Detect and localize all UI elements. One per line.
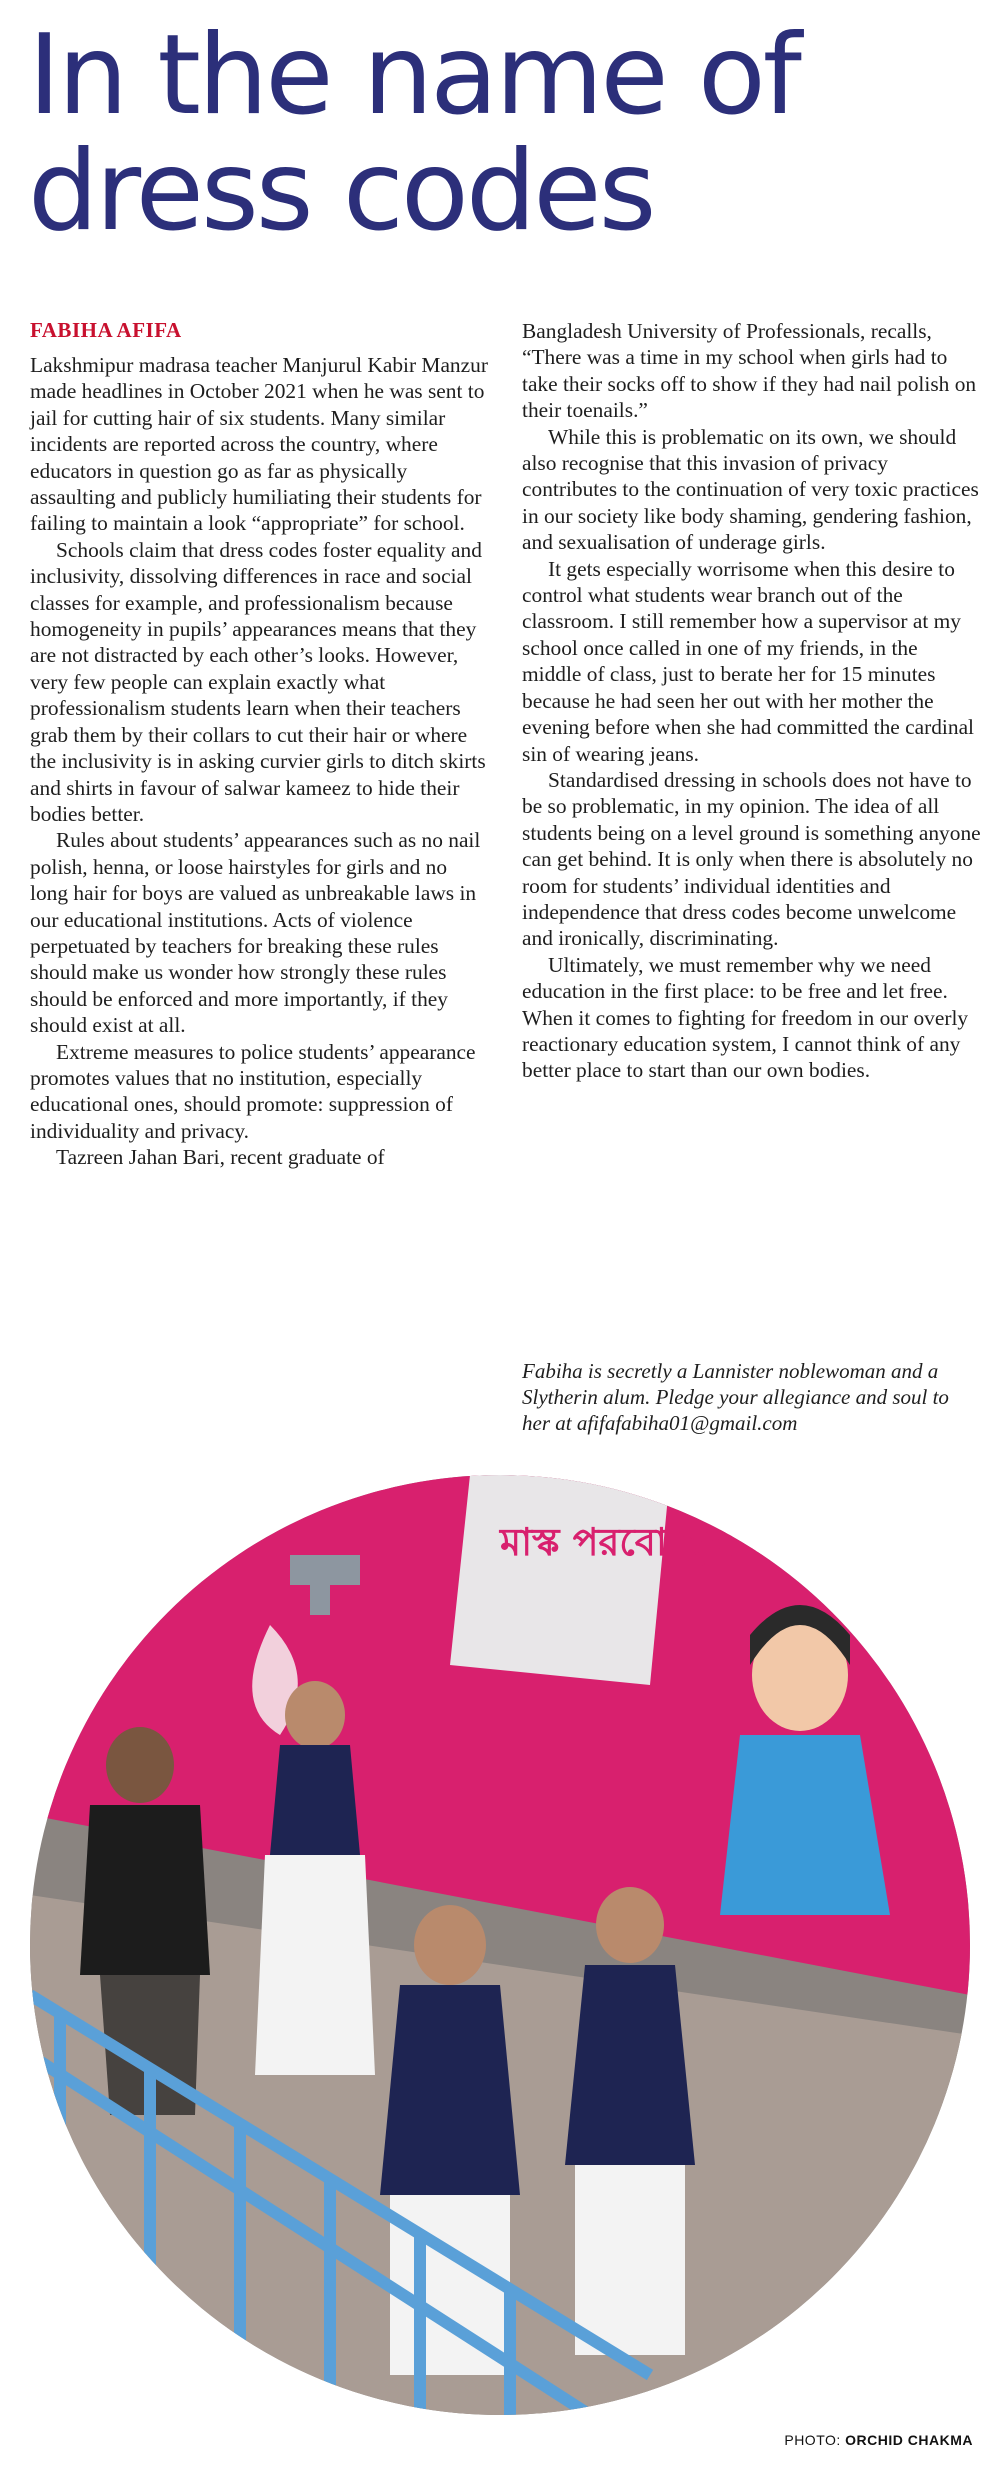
article-column-left — [30, 352, 490, 1171]
girl3-cardigan — [565, 1965, 695, 2165]
man-jacket — [80, 1805, 210, 1975]
author-bio: Fabiha is secretly a Lannister noblewoman and a Slytherin alum. Pledge your allegiance and soul to her at afifafabiha01@gmail.com — [522, 1359, 949, 1435]
photo-illustration — [30, 1475, 970, 2415]
paragraph: Rules about students’ appearances such as no nail polish, henna, or loose hairstyles for girls and no long hair for boys are valued as unbreakable laws in our educational institutions. Acts of violence perpetuated by teachers for breaking these rules should make us wonder how strongly these rules should be enforced and more importantly, if they should exist at all. — [30, 828, 481, 1038]
paragraph: While this is problematic on its own, we should also recognise that this invasion of privacy contributes to the continuation of very toxic practices in our society like body shaming, gendering fashion, and sexualisation of underage girls. — [522, 424, 979, 555]
photo-credit-name: ORCHID CHAKMA — [845, 2432, 973, 2448]
paragraph: Tazreen Jahan Bari, recent graduate of — [56, 1145, 385, 1170]
byline: FABIHA AFIFA — [30, 318, 182, 342]
paragraph: Extreme measures to police students’ appearance promotes values that no institution, especially educational ones, should promote: suppression of individuality and privacy. — [30, 1039, 476, 1143]
paragraph: Lakshmipur madrasa teacher Manjurul Kabir Manzur made headlines in October 2021 when he was sent to jail for cutting hair of six students. Many similar incidents are reported across the country, where educators in question go as far as physically assaulting and publicly humiliating their students for failing to maintain a look “appropriate” for school. — [30, 353, 488, 536]
headline-line-1: In the name of — [28, 11, 799, 140]
paragraph: Standardised dressing in schools does not have to be so problematic, in my opinion. The idea of all students being on a level ground is something anyone can get behind. It is only when there is absolutely no room for students’ individual identities and independence that dress codes become unwelcome and ironically, discriminating. — [522, 767, 981, 951]
girl2-head — [414, 1905, 486, 1985]
mural-text: মাস্ক পরবো স্কুল খোলা রাখবো — [500, 1520, 958, 1564]
article-photo — [30, 1475, 970, 2415]
headline-line-2: dress codes — [28, 127, 654, 256]
photo-credit — [784, 2432, 973, 2448]
mural-white-panel — [450, 1475, 670, 1685]
headline — [28, 11, 978, 256]
article-column-right — [522, 318, 982, 1084]
girl1-salwar — [255, 1855, 375, 2075]
painted-girl-dress — [720, 1735, 890, 1915]
girl1-top — [270, 1745, 360, 1855]
paragraph: Schools claim that dress codes foster equality and inclusivity, dissolving differences in race and social classes for example, and professionalism because homogeneity in pupils’ appearances means that they are not distracted by each other’s looks. However, very few people can explain exactly what professionalism students learn when their teachers grab them by their collars to cut their hair or where the inclusivity is in asking curvier girls to ditch skirts and shirts in favour of salwar kameez to hide their bodies better. — [30, 537, 486, 826]
paragraph: Bangladesh University of Professionals, recalls, “There was a time in my school when girls had to take their socks off to show if they had nail polish on their toenails.” — [522, 319, 977, 423]
girl3-head — [596, 1887, 664, 1963]
photo-credit-prefix: PHOTO: — [784, 2432, 846, 2448]
paragraph: Ultimately, we must remember why we need education in the first place: to be free and let free. When it comes to fighting for freedom in our overly reactionary education system, I cannot think of any better place to start than our own bodies. — [522, 952, 969, 1083]
girl1-head — [285, 1681, 345, 1749]
girl3-salwar — [575, 2165, 685, 2355]
paragraph: It gets especially worrisome when this desire to control what students wear branch out of the classroom. I still remember how a supervisor at my school once called in one of my friends, in the middle of class, just to berate her for 15 minutes because he had seen her out with her mother the evening before when she had committed the cardinal sin of wearing jeans. — [522, 556, 975, 766]
girl2-cardigan — [380, 1985, 520, 2195]
man-head — [106, 1727, 174, 1803]
